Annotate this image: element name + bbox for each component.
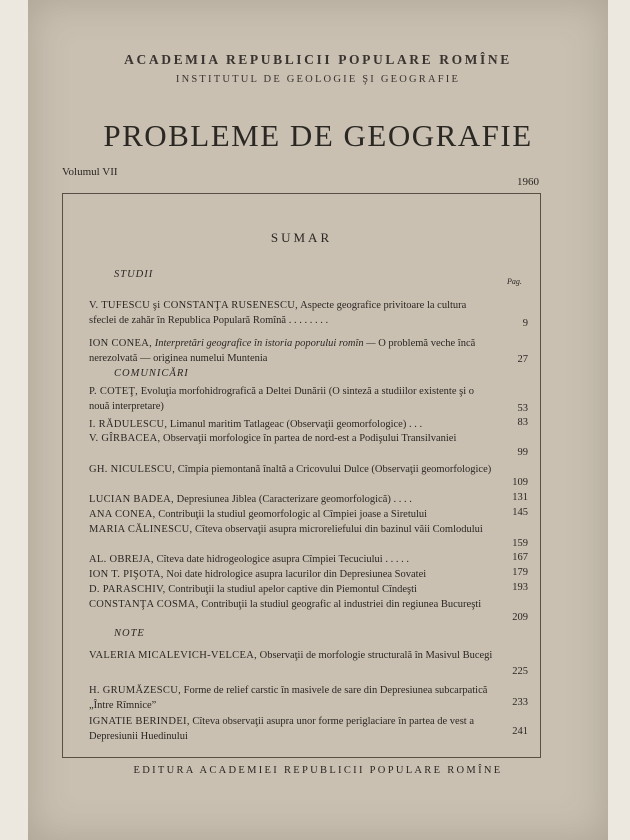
page-column-label: Pag. [507, 277, 522, 286]
toc-page-number: 109 [512, 477, 528, 488]
section-studii: STUDII [114, 269, 154, 280]
volume-label: Volumul VII [62, 166, 118, 178]
toc-page-number: 9 [522, 318, 528, 329]
academy-name: ACADEMIA REPUBLICII POPULARE ROMÎNE [124, 52, 512, 67]
toc-entry: P. COTEŢ, Evoluţia morfohidrografică a Deltei Dunării (O sinteză a studiilor existente şi o nouă interpretare) [89, 386, 474, 412]
year-label: 1960 [517, 176, 539, 188]
toc-entry: VALERIA MICALEVICH-VELCEA, Observaţii de morfologie structurală în Masivul Bucegi [89, 650, 493, 661]
toc-page-number: 145 [512, 507, 528, 518]
toc-page-number: 27 [517, 354, 528, 365]
section-comunicari: COMUNICĂRI [114, 368, 189, 379]
institute-name: INSTITUTUL DE GEOLOGIE ŞI GEOGRAFIE [175, 74, 461, 85]
section-note: NOTE [114, 628, 145, 639]
toc-entry: AL. OBREJA, Cîteva date hidrogeologice asupra Cîmpiei Tecuciului . . . . . [89, 554, 409, 565]
toc-page-number: 159 [512, 538, 528, 549]
toc-page-number: 209 [512, 612, 528, 623]
toc-entry: LUCIAN BADEA, Depresiunea Jiblea (Caracterizare geomorfologică) . . . . [89, 494, 412, 505]
toc-page-number: 193 [512, 582, 528, 593]
toc-entry: GH. NICULESCU, Cîmpia piemontană înaltă a Cricovului Dulce (Observaţii geomorfologice) [89, 464, 492, 475]
toc-entry: ION CONEA, Interpretări geografice în istoria poporului romîn — O problemă veche încă nerezolvată — originea numelui Muntenia [89, 338, 476, 364]
book-page [28, 0, 608, 840]
toc-entry: ANA CONEA, Contribuţii la studiul geomorfologic al Cîmpiei joase a Siretului [89, 509, 428, 520]
toc-page-number: 83 [517, 417, 528, 428]
toc-entry: D. PARASCHIV, Contribuţii la studiul apelor captive din Piemontul Cîndeşti [89, 584, 417, 595]
toc-page-number: 225 [512, 666, 528, 677]
toc-entry: CONSTANŢA COSMA, Contribuţii la studiul geografic al industriei din regiunea Bucureşti [89, 599, 482, 610]
page-title: PROBLEME DE GEOGRAFIE [103, 118, 533, 153]
toc-entry: ION T. PIŞOTA, Noi date hidrologice asupra lacurilor din Depresiunea Sovatei [89, 569, 427, 580]
toc-page-number: 53 [517, 403, 528, 414]
table-of-contents [62, 193, 541, 758]
toc-page-number: 131 [512, 492, 528, 503]
toc-title: SUMAR [270, 230, 333, 245]
toc-entry: MARIA CĂLINESCU, Cîteva observaţii asupra microreliefului din bazinul văii Comlodului [89, 524, 483, 535]
toc-entry: I. RĂDULESCU, Limanul maritim Tatlageac (Observaţii geomorfologice) . . . [89, 419, 423, 430]
toc-entry: V. GÎRBACEA, Observaţii morfologice în partea de nord-est a Podişului Transilvaniei [89, 433, 457, 444]
toc-entry: IGNATIE BERINDEI, Cîteva observaţii asupra unor forme periglaciare în partea de vest a Depresiunii Huedinului [89, 716, 475, 742]
publisher-footer: EDITURA ACADEMIEI REPUBLICII POPULARE ROMÎNE [133, 765, 503, 776]
toc-entry: H. GRUMĂZESCU, Forme de relief carstic în masivele de sare din Depresiunea subcarpatică „Între Rîmnice” [89, 685, 488, 711]
toc-entry: V. TUFESCU şi CONSTANŢA RUSENESCU, Aspecte geografice privitoare la cultura sfeclei de zahăr în Republica Populară Romînă . . . . . . . . [89, 300, 467, 326]
toc-page-number: 99 [517, 447, 528, 458]
toc-page-number: 241 [512, 726, 528, 737]
toc-page-number: 179 [512, 567, 528, 578]
toc-page-number: 233 [512, 697, 528, 708]
toc-page-number: 167 [512, 552, 528, 563]
